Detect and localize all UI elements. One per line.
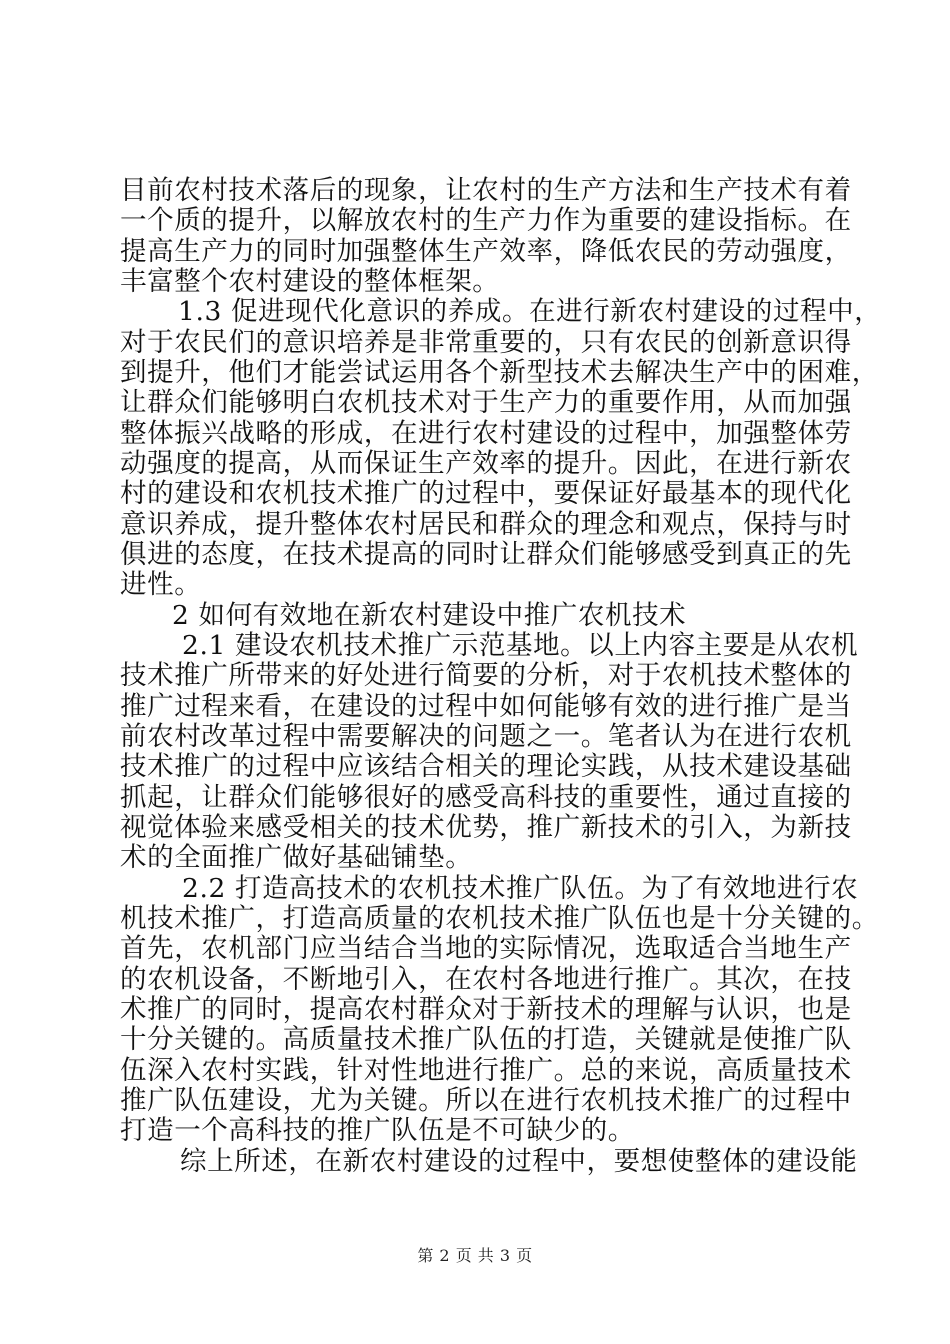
text-line: 1.3 促进现代化意识的养成。在进行新农村建设的过程中， bbox=[178, 296, 882, 327]
text-line: 抓起，让群众们能够很好的感受高科技的重要性，通过直接的 bbox=[120, 782, 852, 813]
text-line: 伍深入农村实践，针对性地进行推广。总的来说，高质量技术 bbox=[120, 1055, 852, 1086]
text-line: 2.2 打造高技术的农机技术推广队伍。为了有效地进行农 bbox=[182, 873, 859, 904]
section-heading: 2 如何有效地在新农村建设中推广农机技术 bbox=[172, 600, 687, 631]
text-line: 一个质的提升，以解放农村的生产力作为重要的建设指标。在 bbox=[120, 205, 852, 236]
text-line: 推广过程来看，在建设的过程中如何能够有效的进行推广是当 bbox=[120, 691, 852, 722]
text-line: 整体振兴战略的形成，在进行农村建设的过程中，加强整体劳 bbox=[120, 418, 852, 449]
text-line: 前农村改革过程中需要解决的问题之一。笔者认为在进行农机 bbox=[120, 721, 852, 752]
text-line: 推广队伍建设，尤为关键。所以在进行农机技术推广的过程中 bbox=[120, 1085, 852, 1116]
text-line: 目前农村技术落后的现象，让农村的生产方法和生产技术有着 bbox=[120, 175, 852, 206]
text-line: 村的建设和农机技术推广的过程中，要保证好最基本的现代化 bbox=[120, 478, 852, 509]
text-line: 术推广的同时，提高农村群众对于新技术的理解与认识，也是 bbox=[120, 994, 852, 1025]
page-footer: 第 2 页 共 3 页 bbox=[417, 1246, 533, 1265]
text-line: 的农机设备，不断地引入，在农村各地进行推广。其次，在技 bbox=[120, 964, 852, 995]
text-line: 机技术推广，打造高质量的农机技术推广队伍也是十分关键的。 bbox=[120, 903, 879, 934]
text-line: 进性。 bbox=[120, 569, 202, 600]
text-line: 打造一个高科技的推广队伍是不可缺少的。 bbox=[120, 1115, 635, 1146]
text-line: 到提升，他们才能尝试运用各个新型技术去解决生产中的困难， bbox=[120, 357, 879, 388]
text-line: 首先，农机部门应当结合当地的实际情况，选取适合当地生产 bbox=[120, 933, 852, 964]
text-line: 让群众们能够明白农机技术对于生产力的重要作用，从而加强 bbox=[120, 387, 852, 418]
text-line: 技术推广的过程中应该结合相关的理论实践，从技术建设基础 bbox=[120, 751, 852, 782]
text-line: 综上所述，在新农村建设的过程中，要想使整体的建设能 bbox=[180, 1146, 858, 1177]
text-line: 术的全面推广做好基础铺垫。 bbox=[120, 842, 473, 873]
text-line: 提高生产力的同时加强整体生产效率，降低农民的劳动强度， bbox=[120, 236, 852, 267]
text-line: 技术推广所带来的好处进行简要的分析，对于农机技术整体的 bbox=[120, 660, 852, 691]
text-line: 动强度的提高，从而保证生产效率的提升。因此，在进行新农 bbox=[120, 448, 852, 479]
text-line: 视觉体验来感受相关的技术优势，推广新技术的引入，为新技 bbox=[120, 812, 852, 843]
text-line: 丰富整个农村建设的整体框架。 bbox=[120, 266, 500, 297]
text-line: 2.1 建设农机技术推广示范基地。以上内容主要是从农机 bbox=[182, 630, 859, 661]
text-line: 对于农民们的意识培养是非常重要的，只有农民的创新意识得 bbox=[120, 327, 852, 358]
text-line: 俱进的态度，在技术提高的同时让群众们能够感受到真正的先 bbox=[120, 539, 852, 570]
text-line: 意识养成，提升整体农村居民和群众的理念和观点，保持与时 bbox=[120, 509, 852, 540]
text-line: 十分关键的。高质量技术推广队伍的打造，关键就是使推广队 bbox=[120, 1024, 852, 1055]
